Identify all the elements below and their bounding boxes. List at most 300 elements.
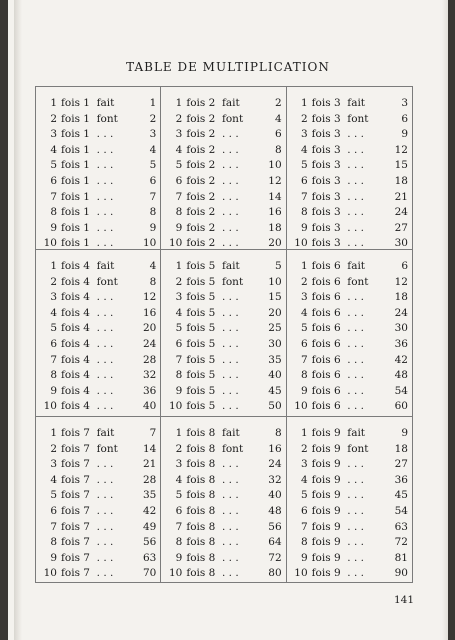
result: 18 (394, 442, 408, 455)
result: 35 (142, 489, 157, 502)
expression: fois 2 . . . (186, 128, 239, 141)
multiplier: 7 (300, 353, 308, 366)
expression: fois 6 . . . (311, 322, 364, 335)
expression: fois 3 . . . (311, 174, 364, 187)
multiplier: 8 (300, 206, 308, 219)
expression: fois 5 . . . (186, 337, 239, 350)
multiplier: 4 (175, 306, 183, 319)
table-row (161, 353, 281, 369)
multiplier: 1 (300, 97, 308, 109)
result: 18 (394, 291, 408, 304)
result: 7 (149, 190, 157, 203)
table-row (161, 190, 281, 206)
table-row (287, 143, 408, 159)
expression: fois 6 . . . (311, 337, 364, 350)
result: 12 (394, 275, 408, 288)
table-row (161, 205, 281, 221)
table-row (161, 368, 281, 384)
table-row (161, 488, 281, 504)
multiplier: 1 (175, 260, 183, 272)
multiplier: 5 (175, 322, 183, 335)
table-row (161, 290, 281, 306)
result: 30 (394, 237, 408, 250)
expression: fois 2 . . . (186, 143, 239, 156)
result: 40 (142, 400, 157, 413)
result: 8 (274, 143, 282, 156)
expression: fois 7 . . . (61, 489, 114, 502)
result: 12 (394, 143, 408, 156)
expression: fois 1 . . . (61, 128, 114, 141)
table-row (36, 337, 156, 353)
expression: fois 5 . . . (186, 400, 239, 413)
multiplier: 8 (300, 369, 308, 382)
result: 14 (268, 190, 282, 203)
table-row (161, 337, 281, 353)
expression: fois 4 . . . (61, 369, 114, 382)
expression: fois 7 . . . (61, 473, 114, 486)
expression: fois 2 fait (186, 97, 240, 109)
expression: fois 1 fait (61, 97, 115, 109)
table-row (36, 205, 156, 221)
result: 60 (394, 400, 408, 413)
multiplier: 2 (50, 112, 57, 125)
expression: fois 2 . . . (186, 221, 239, 234)
expression: fois 9 . . . (311, 489, 364, 502)
table-row (36, 457, 156, 473)
expression: fois 5 fait (186, 260, 240, 272)
table-row (161, 504, 281, 520)
expression: fois 9 . . . (311, 473, 364, 486)
multiplier: 10 (294, 237, 308, 250)
table-row (36, 290, 156, 306)
expression: fois 7 . . . (61, 551, 114, 564)
table-row (161, 399, 281, 415)
multiplier: 6 (175, 504, 183, 517)
result: 90 (394, 567, 408, 580)
table-row (161, 306, 281, 322)
multiplier: 10 (43, 400, 57, 413)
expression: fois 3 . . . (311, 159, 364, 172)
result: 20 (142, 322, 157, 335)
result: 70 (142, 567, 157, 580)
expression: fois 9 . . . (311, 520, 364, 533)
multiplier: 3 (175, 128, 183, 141)
multiplier: 7 (50, 353, 57, 366)
expression: fois 7 . . . (61, 536, 114, 549)
result: 5 (274, 260, 282, 272)
table-row (287, 275, 408, 291)
expression: fois 7 . . . (61, 458, 114, 471)
result: 15 (394, 159, 408, 172)
multiplier: 3 (300, 291, 308, 304)
multiplier: 9 (300, 221, 308, 234)
table-row (36, 353, 156, 369)
table-row (36, 174, 156, 190)
multiplier: 2 (175, 112, 183, 125)
multiplier: 4 (175, 143, 183, 156)
table-row (161, 535, 281, 551)
result: 63 (142, 551, 157, 564)
page-number: 141 (393, 594, 414, 606)
multiplier: 9 (300, 551, 308, 564)
table-row (36, 143, 156, 159)
table-row (161, 174, 281, 190)
expression: fois 5 . . . (186, 353, 239, 366)
table-row (36, 221, 156, 237)
multiplier: 8 (50, 369, 57, 382)
expression: fois 4 . . . (61, 306, 114, 319)
result: 72 (394, 536, 408, 549)
multiplier: 5 (175, 489, 183, 502)
expression: fois 3 . . . (311, 206, 364, 219)
multiplier: 1 (300, 260, 308, 272)
table-row (161, 457, 281, 473)
table-row (161, 275, 281, 291)
table-row (36, 384, 156, 400)
table-cell-4 (36, 250, 161, 417)
expression: fois 8 . . . (186, 504, 239, 517)
table-row (161, 426, 281, 442)
multiplier: 2 (175, 275, 183, 288)
result: 4 (149, 260, 157, 272)
table-row (287, 399, 408, 415)
multiplier: 4 (300, 143, 308, 156)
multiplier: 9 (175, 551, 183, 564)
result: 56 (142, 536, 157, 549)
result: 18 (394, 174, 408, 187)
table-row (287, 259, 408, 275)
table-cell-3 (287, 87, 412, 250)
multiplier: 6 (50, 337, 57, 350)
table-row (36, 321, 156, 337)
multiplier: 7 (300, 520, 308, 533)
table-row (287, 442, 408, 458)
result: 21 (394, 190, 408, 203)
result: 16 (268, 206, 282, 219)
multiplier: 7 (50, 190, 57, 203)
multiplier: 2 (300, 112, 308, 125)
multiplier: 5 (300, 322, 308, 335)
result: 24 (142, 337, 157, 350)
expression: fois 7 . . . (61, 520, 114, 533)
result: 36 (394, 473, 408, 486)
expression: fois 9 . . . (311, 551, 364, 564)
result: 2 (274, 97, 282, 109)
multiplier: 2 (300, 275, 308, 288)
table-row (287, 488, 408, 504)
result: 9 (149, 221, 157, 234)
expression: fois 9 . . . (311, 504, 364, 517)
page-edge-shadow (442, 0, 448, 640)
expression: fois 1 . . . (61, 206, 114, 219)
expression: fois 4 . . . (61, 291, 114, 304)
table-row (287, 384, 408, 400)
multiplier: 1 (175, 97, 183, 109)
result: 8 (149, 206, 157, 219)
result: 4 (274, 112, 282, 125)
table-row (287, 205, 408, 221)
table-row (36, 112, 156, 128)
expression: fois 3 . . . (311, 143, 364, 156)
result: 27 (394, 221, 408, 234)
expression: fois 9 . . . (311, 567, 364, 580)
multiplier: 6 (50, 504, 57, 517)
table-cell-7 (36, 417, 161, 582)
expression: fois 9 font (311, 442, 369, 455)
table-row (161, 473, 281, 489)
multiplier: 1 (50, 97, 57, 109)
result: 63 (394, 520, 408, 533)
result: 8 (274, 427, 282, 439)
multiplier: 3 (50, 291, 57, 304)
multiplier: 7 (175, 353, 183, 366)
table-row (161, 96, 281, 112)
expression: fois 1 . . . (61, 174, 114, 187)
multiplier: 10 (168, 400, 183, 413)
multiplier: 3 (300, 458, 308, 471)
multiplier: 5 (175, 159, 183, 172)
expression: fois 2 . . . (186, 190, 239, 203)
expression: fois 4 fait (61, 260, 115, 272)
table-row (36, 442, 156, 458)
table-row (36, 275, 156, 291)
table-row (287, 158, 408, 174)
table-cell-8 (161, 417, 286, 582)
expression: fois 6 font (311, 275, 369, 288)
multiplier: 8 (175, 206, 183, 219)
multiplier: 7 (300, 190, 308, 203)
table-row (287, 353, 408, 369)
multiplier: 2 (300, 442, 308, 455)
result: 16 (142, 306, 157, 319)
result: 24 (394, 206, 408, 219)
result: 56 (268, 520, 282, 533)
expression: fois 5 . . . (186, 291, 239, 304)
expression: fois 5 . . . (186, 369, 239, 382)
table-cell-5 (161, 250, 286, 417)
multiplier: 7 (175, 190, 183, 203)
multiplier: 3 (50, 458, 57, 471)
expression: fois 6 . . . (311, 306, 364, 319)
expression: fois 7 . . . (61, 567, 114, 580)
multiplier: 5 (50, 322, 57, 335)
multiplier: 4 (175, 473, 183, 486)
expression: fois 3 . . . (311, 221, 364, 234)
expression: fois 4 . . . (61, 400, 114, 413)
result: 3 (401, 97, 408, 109)
table-row (287, 520, 408, 536)
table-row (36, 566, 156, 582)
table-row (287, 473, 408, 489)
result: 49 (142, 520, 157, 533)
table-row (287, 306, 408, 322)
expression: fois 2 . . . (186, 206, 239, 219)
result: 64 (268, 536, 282, 549)
result: 18 (268, 221, 282, 234)
table-row (287, 337, 408, 353)
multiplier: 4 (50, 473, 57, 486)
table-row (36, 306, 156, 322)
multiplier: 10 (294, 400, 308, 413)
table-row (36, 551, 156, 567)
multiplier: 9 (50, 384, 57, 397)
result: 10 (268, 275, 282, 288)
result: 80 (268, 567, 282, 580)
multiplier: 6 (300, 174, 308, 187)
multiplier: 9 (50, 551, 57, 564)
result: 24 (268, 458, 282, 471)
result: 54 (394, 504, 408, 517)
result: 35 (268, 353, 282, 366)
book-page (8, 0, 448, 640)
expression: fois 5 . . . (186, 384, 239, 397)
table-row (287, 457, 408, 473)
table-row (287, 127, 408, 143)
table-row (161, 158, 281, 174)
expression: fois 7 fait (61, 427, 115, 439)
result: 14 (142, 442, 157, 455)
expression: fois 2 . . . (186, 174, 239, 187)
table-row (287, 190, 408, 206)
multiplier: 3 (175, 291, 183, 304)
result: 12 (268, 174, 282, 187)
multiplier: 1 (300, 427, 308, 439)
multiplier: 8 (175, 536, 183, 549)
multiplier: 9 (175, 221, 183, 234)
expression: fois 9 . . . (311, 536, 364, 549)
expression: fois 1 . . . (61, 237, 114, 250)
result: 10 (142, 237, 157, 250)
result: 25 (268, 322, 282, 335)
result: 6 (274, 128, 282, 141)
multiplier: 9 (175, 384, 183, 397)
result: 16 (268, 442, 282, 455)
table-cell-2 (161, 87, 286, 250)
expression: fois 6 . . . (311, 369, 364, 382)
table-row (287, 112, 408, 128)
result: 9 (401, 427, 408, 439)
result: 1 (149, 97, 157, 109)
table-row (36, 488, 156, 504)
result: 28 (142, 353, 157, 366)
multiplier: 3 (300, 128, 308, 141)
table-row (36, 399, 156, 415)
multiplier: 4 (50, 306, 57, 319)
multiplier: 10 (43, 567, 57, 580)
expression: fois 6 fait (311, 260, 366, 272)
result: 24 (394, 306, 408, 319)
expression: fois 3 . . . (311, 237, 364, 250)
expression: fois 1 . . . (61, 190, 114, 203)
multiplier: 10 (294, 567, 308, 580)
table-row (287, 535, 408, 551)
expression: fois 6 . . . (311, 400, 364, 413)
multiplier: 4 (300, 306, 308, 319)
table-row (36, 259, 156, 275)
table-row (161, 384, 281, 400)
expression: fois 8 . . . (186, 489, 239, 502)
page-binding-shadow (14, 0, 22, 640)
expression: fois 1 . . . (61, 221, 114, 234)
expression: fois 2 . . . (186, 159, 239, 172)
result: 50 (268, 400, 282, 413)
expression: fois 8 . . . (186, 473, 239, 486)
multiplier: 4 (300, 473, 308, 486)
table-row (161, 321, 281, 337)
result: 28 (142, 473, 157, 486)
expression: fois 7 . . . (61, 504, 114, 517)
result: 32 (268, 473, 282, 486)
multiplier: 6 (50, 174, 57, 187)
multiplier: 9 (50, 221, 57, 234)
expression: fois 4 . . . (61, 384, 114, 397)
result: 40 (268, 489, 282, 502)
result: 36 (394, 337, 408, 350)
table-row (287, 290, 408, 306)
table-row (36, 158, 156, 174)
multiplier: 6 (175, 174, 183, 187)
expression: fois 7 font (61, 442, 118, 455)
table-row (36, 190, 156, 206)
result: 42 (142, 504, 157, 517)
expression: fois 8 . . . (186, 551, 239, 564)
table-row (36, 127, 156, 143)
multiplier: 2 (50, 442, 57, 455)
multiplier: 4 (50, 143, 57, 156)
multiplier: 6 (300, 504, 308, 517)
expression: fois 1 . . . (61, 159, 114, 172)
expression: fois 5 . . . (186, 322, 239, 335)
multiplier: 5 (300, 489, 308, 502)
multiplier: 3 (50, 128, 57, 141)
table-row (287, 321, 408, 337)
multiplier: 10 (168, 237, 183, 250)
result: 2 (149, 112, 157, 125)
multiplier: 7 (50, 520, 57, 533)
table-row (161, 566, 281, 582)
expression: fois 3 . . . (311, 190, 364, 203)
result: 3 (149, 128, 157, 141)
multiplication-grid (35, 86, 413, 583)
multiplier: 10 (43, 237, 57, 250)
table-row (161, 442, 281, 458)
expression: fois 2 font (186, 112, 244, 125)
table-row (161, 127, 281, 143)
expression: fois 9 . . . (311, 458, 364, 471)
table-row (36, 535, 156, 551)
result: 40 (268, 369, 282, 382)
expression: fois 9 fait (311, 427, 366, 439)
result: 81 (394, 551, 408, 564)
result: 45 (268, 384, 282, 397)
result: 45 (394, 489, 408, 502)
result: 20 (268, 237, 282, 250)
table-row (36, 368, 156, 384)
result: 48 (394, 369, 408, 382)
result: 8 (149, 275, 157, 288)
table-row (36, 520, 156, 536)
result: 15 (268, 291, 282, 304)
expression: fois 6 . . . (311, 384, 364, 397)
expression: fois 6 . . . (311, 353, 364, 366)
multiplier: 5 (300, 159, 308, 172)
expression: fois 3 . . . (311, 128, 364, 141)
result: 5 (149, 159, 157, 172)
table-row (161, 143, 281, 159)
table-row (287, 221, 408, 237)
table-row (287, 368, 408, 384)
table-row (161, 520, 281, 536)
